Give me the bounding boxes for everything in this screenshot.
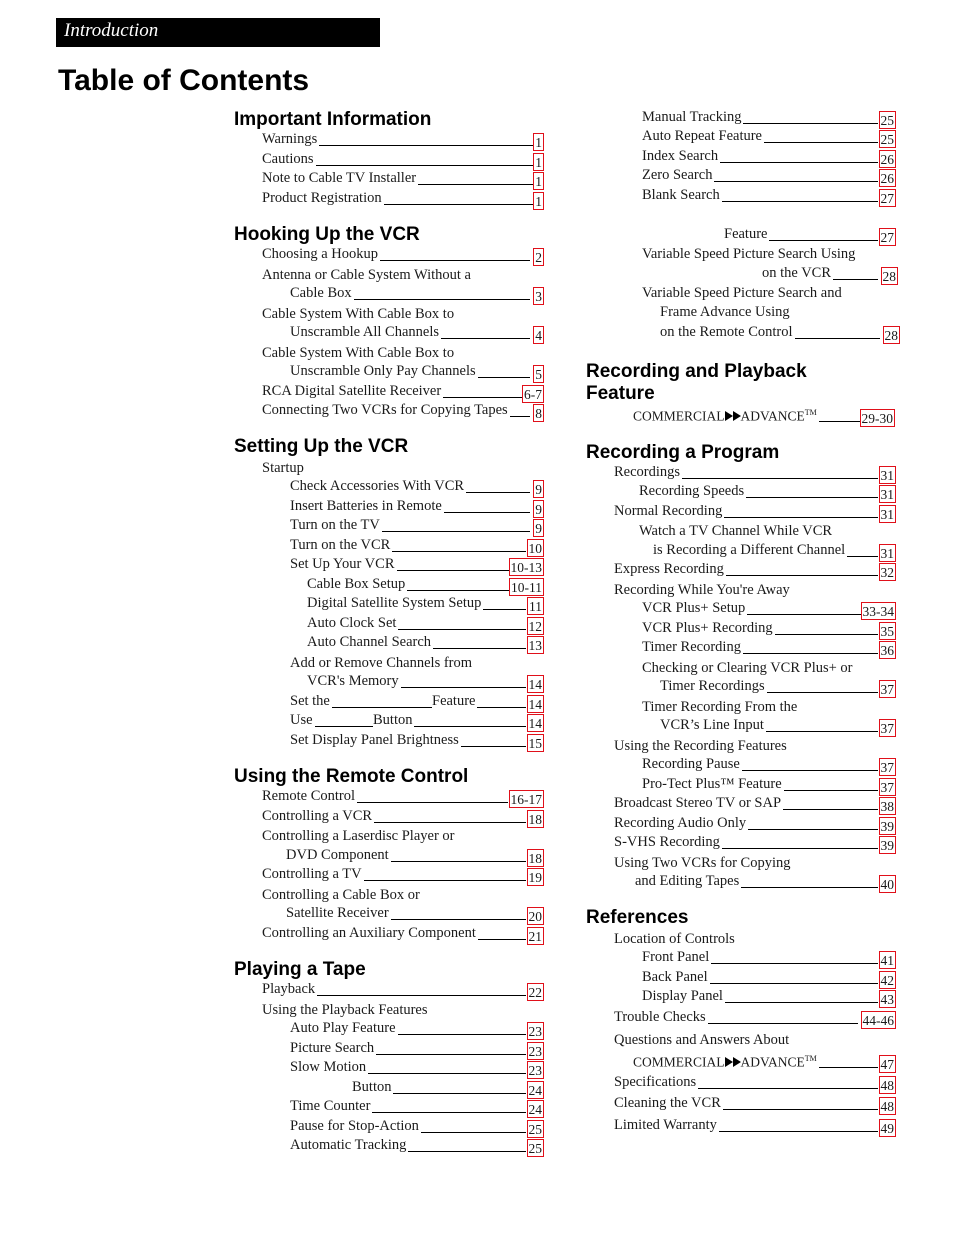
toc-entry[interactable] bbox=[724, 226, 896, 246]
toc-entry[interactable] bbox=[262, 383, 544, 403]
toc-entry[interactable] bbox=[290, 537, 544, 557]
page-link[interactable]: 26 bbox=[880, 171, 894, 186]
heading-recording-program: Recording a Program bbox=[586, 442, 780, 463]
page-link[interactable]: 36 bbox=[880, 643, 894, 658]
page-link[interactable]: 8 bbox=[535, 406, 542, 421]
toc-entry[interactable] bbox=[290, 556, 544, 576]
toc-entry[interactable] bbox=[614, 503, 896, 523]
toc-label: Index Search bbox=[642, 148, 719, 164]
toc-label: COMMERCIAL ADVANCE™ bbox=[633, 1050, 819, 1071]
page-link[interactable]: 12 bbox=[528, 619, 542, 634]
toc-text: Recording While You're Away bbox=[614, 582, 790, 598]
toc-entry[interactable] bbox=[642, 756, 896, 776]
toc-entry[interactable] bbox=[262, 131, 544, 151]
toc-label: is Recording a Different Channel bbox=[653, 542, 846, 558]
toc-entry[interactable] bbox=[642, 969, 896, 989]
page-link[interactable]: 10 bbox=[528, 541, 542, 556]
page-link[interactable]: 31 bbox=[880, 487, 894, 502]
toc-entry[interactable] bbox=[262, 151, 544, 171]
toc-label: Time Counter bbox=[290, 1098, 371, 1114]
toc-entry[interactable] bbox=[290, 324, 544, 344]
heading-references: References bbox=[586, 907, 689, 928]
page-link[interactable]: 10-13 bbox=[510, 560, 542, 575]
page-link[interactable]: 1 bbox=[535, 194, 542, 209]
toc-label: Turn on the VCR bbox=[290, 537, 391, 553]
toc-label: Manual Tracking bbox=[642, 109, 742, 125]
toc-label: Recording Speeds bbox=[639, 483, 745, 499]
toc-entry[interactable] bbox=[262, 246, 544, 266]
page-link[interactable]: 43 bbox=[880, 992, 894, 1007]
toc-label: Set the bbox=[290, 693, 330, 709]
toc-entry[interactable] bbox=[635, 873, 896, 893]
toc-label: Set Up Your VCR bbox=[290, 556, 395, 572]
page-link[interactable]: 15 bbox=[528, 736, 542, 751]
page-link[interactable]: 37 bbox=[880, 682, 894, 697]
heading-hooking-up: Hooking Up the VCR bbox=[234, 224, 420, 245]
toc-entry[interactable] bbox=[290, 732, 544, 752]
toc-label: Timer Recording bbox=[642, 639, 741, 655]
toc-entry[interactable] bbox=[262, 981, 544, 1001]
toc-label: Limited Warranty bbox=[614, 1117, 717, 1133]
page-link[interactable]: 1 bbox=[535, 174, 542, 189]
toc-label: Controlling a VCR bbox=[262, 808, 373, 824]
toc-entry[interactable] bbox=[614, 834, 896, 854]
page-link[interactable]: 2 bbox=[535, 250, 542, 265]
toc-label: RCA Digital Satellite Receiver bbox=[262, 383, 442, 399]
toc-label: Trouble Checks bbox=[614, 1009, 706, 1025]
toc-entry[interactable] bbox=[614, 815, 896, 835]
toc-label: Check Accessories With VCR bbox=[290, 478, 465, 494]
page-link[interactable]: 40 bbox=[880, 877, 894, 892]
toc-entry[interactable] bbox=[290, 363, 544, 383]
toc-entry[interactable] bbox=[614, 1095, 896, 1115]
page-link[interactable]: 27 bbox=[880, 230, 894, 245]
toc-entry[interactable] bbox=[642, 167, 896, 187]
toc-label: on the Remote Control bbox=[660, 324, 793, 340]
toc-entry[interactable] bbox=[633, 1053, 896, 1073]
toc-label: Use bbox=[290, 712, 313, 728]
page-link[interactable]: 26 bbox=[880, 152, 894, 167]
page-link[interactable]: 14 bbox=[528, 716, 542, 731]
page-link[interactable]: 11 bbox=[529, 599, 542, 614]
toc-label: Digital Satellite System Setup bbox=[307, 595, 482, 611]
page-link[interactable]: 24 bbox=[528, 1102, 542, 1117]
page-link[interactable]: 23 bbox=[528, 1024, 542, 1039]
toc-entry[interactable] bbox=[290, 517, 544, 537]
page-link[interactable]: 10-11 bbox=[511, 580, 542, 595]
toc-text: Variable Speed Picture Search and bbox=[642, 285, 842, 301]
toc-entry[interactable] bbox=[290, 498, 544, 518]
toc-label: and Editing Tapes bbox=[635, 873, 740, 889]
toc-entry[interactable] bbox=[307, 595, 544, 615]
page-link[interactable]: 41 bbox=[880, 953, 894, 968]
toc-entry[interactable] bbox=[286, 847, 544, 867]
toc-label: Recording Pause bbox=[642, 756, 740, 772]
toc-entry[interactable] bbox=[614, 1074, 896, 1094]
toc-entry[interactable] bbox=[642, 148, 896, 168]
toc-entry[interactable] bbox=[614, 464, 896, 484]
page-link[interactable]: 19 bbox=[528, 870, 542, 885]
toc-entry[interactable] bbox=[262, 808, 544, 828]
page-link[interactable]: 1 bbox=[535, 155, 542, 170]
toc-label: Connecting Two VCRs for Copying Tapes bbox=[262, 402, 508, 418]
page-link[interactable]: 33-34 bbox=[862, 604, 894, 619]
toc-text: Timer Recording From the bbox=[642, 699, 798, 715]
toc-text: Checking or Clearing VCR Plus+ or bbox=[642, 660, 853, 676]
toc-label: Zero Search bbox=[642, 167, 713, 183]
page-link[interactable]: 9 bbox=[535, 502, 542, 517]
page-link[interactable]: 27 bbox=[880, 191, 894, 206]
toc-label: Pro-Tect Plus™ Feature bbox=[642, 776, 782, 792]
toc-label: VCR Plus+ Recording bbox=[642, 620, 773, 636]
toc-label: Auto Repeat Feature bbox=[642, 128, 762, 144]
toc-text: Using the Recording Features bbox=[614, 738, 787, 754]
heading-setting-up: Setting Up the VCR bbox=[234, 436, 409, 457]
page-link[interactable]: 20 bbox=[528, 909, 542, 924]
page-link[interactable]: 44-46 bbox=[862, 1013, 894, 1028]
toc-entry[interactable] bbox=[307, 615, 544, 635]
toc-entry[interactable] bbox=[642, 109, 896, 129]
toc-text: Cable System With Cable Box to bbox=[262, 306, 455, 322]
toc-entry[interactable] bbox=[642, 600, 896, 620]
page-link[interactable]: 21 bbox=[528, 929, 542, 944]
toc-entry[interactable] bbox=[642, 949, 896, 969]
toc-label: VCR’s Line Input bbox=[660, 717, 764, 733]
toc-label: Satellite Receiver bbox=[286, 905, 389, 921]
toc-entry[interactable] bbox=[660, 678, 896, 698]
page-link[interactable]: 38 bbox=[880, 799, 894, 814]
toc-entry[interactable] bbox=[290, 1118, 544, 1138]
toc-entry[interactable] bbox=[262, 190, 544, 210]
page-link[interactable]: 18 bbox=[528, 851, 542, 866]
page-link[interactable]: 35 bbox=[880, 624, 894, 639]
toc-label: Warnings bbox=[262, 131, 318, 147]
heading-recording-playback-feature: Recording and Playback Feature bbox=[586, 361, 807, 404]
toc-entry[interactable] bbox=[642, 639, 896, 659]
toc-label: Back Panel bbox=[642, 969, 708, 985]
toc-entry[interactable] bbox=[653, 542, 896, 562]
toc-entry[interactable] bbox=[660, 324, 900, 344]
toc-text: Controlling a Cable Box or bbox=[262, 887, 420, 903]
toc-text: Startup bbox=[262, 460, 304, 476]
heading-remote-control: Using the Remote Control bbox=[234, 766, 469, 787]
toc-label: Auto Play Feature bbox=[290, 1020, 396, 1036]
toc-entry[interactable] bbox=[262, 925, 544, 945]
toc-entry[interactable] bbox=[614, 1117, 896, 1137]
page-link[interactable]: 9 bbox=[535, 482, 542, 497]
toc-entry[interactable] bbox=[307, 634, 544, 654]
toc-label: COMMERCIAL ADVANCE™ bbox=[633, 404, 819, 425]
toc-label: Remote Control bbox=[262, 788, 356, 804]
page-link[interactable]: 39 bbox=[880, 838, 894, 853]
fast-forward-icon bbox=[725, 411, 741, 421]
toc-entry[interactable] bbox=[290, 1098, 544, 1118]
toc-label: Recording Audio Only bbox=[614, 815, 747, 831]
toc-text: Using the Playback Features bbox=[262, 1002, 428, 1018]
toc-label: Auto Channel Search bbox=[307, 634, 432, 650]
toc-label: Set Display Panel Brightness bbox=[290, 732, 459, 748]
page-link[interactable]: 37 bbox=[880, 760, 894, 775]
page-link[interactable]: 14 bbox=[528, 677, 542, 692]
toc-label: Cable Box bbox=[290, 285, 352, 301]
page-link[interactable]: 48 bbox=[880, 1078, 894, 1093]
toc-label: Product Registration bbox=[262, 190, 382, 206]
toc-entry[interactable] bbox=[642, 187, 896, 207]
toc-entry[interactable] bbox=[290, 478, 544, 498]
toc-entry[interactable] bbox=[290, 712, 544, 732]
page-link[interactable]: 28 bbox=[882, 269, 896, 284]
toc-entry[interactable] bbox=[614, 1009, 896, 1029]
toc-label: VCR Plus+ Setup bbox=[642, 600, 746, 616]
page-link[interactable]: 24 bbox=[528, 1083, 542, 1098]
toc-entry[interactable] bbox=[614, 795, 896, 815]
toc-label: Unscramble All Channels bbox=[290, 324, 440, 340]
toc-label: Playback bbox=[262, 981, 316, 997]
toc-entry[interactable] bbox=[290, 1137, 544, 1157]
page-link[interactable]: 49 bbox=[880, 1121, 894, 1136]
page-link[interactable]: 25 bbox=[528, 1141, 542, 1156]
fast-forward-icon bbox=[725, 1057, 741, 1067]
toc-text: Cable System With Cable Box to bbox=[262, 345, 455, 361]
toc-label: Choosing a Hookup bbox=[262, 246, 378, 262]
page-link[interactable]: 31 bbox=[880, 468, 894, 483]
page-link[interactable]: 6-7 bbox=[524, 387, 542, 402]
toc-label: Automatic Tracking bbox=[290, 1137, 407, 1153]
toc-entry[interactable] bbox=[642, 988, 896, 1008]
toc-entry[interactable] bbox=[262, 170, 544, 190]
page-link[interactable]: 3 bbox=[535, 289, 542, 304]
page-link[interactable]: 25 bbox=[880, 113, 894, 128]
page-link[interactable]: 29-30 bbox=[861, 411, 893, 426]
toc-entry[interactable] bbox=[307, 673, 544, 693]
page-link[interactable]: 31 bbox=[880, 507, 894, 522]
page-link[interactable]: 37 bbox=[880, 780, 894, 795]
toc-text: Location of Controls bbox=[614, 931, 735, 947]
toc-label: Normal Recording bbox=[614, 503, 723, 519]
page-link[interactable]: 23 bbox=[528, 1044, 542, 1059]
toc-entry[interactable] bbox=[262, 866, 544, 886]
toc-entry[interactable] bbox=[286, 905, 544, 925]
page-link[interactable]: 47 bbox=[880, 1057, 894, 1072]
heading-important-information: Important Information bbox=[234, 109, 432, 130]
toc-label: Pause for Stop-Action bbox=[290, 1118, 419, 1134]
toc-label: Picture Search bbox=[290, 1040, 375, 1056]
toc-label: Note to Cable TV Installer bbox=[262, 170, 417, 186]
toc-text: Variable Speed Picture Search Using bbox=[642, 246, 856, 262]
toc-text: Antenna or Cable System Without a bbox=[262, 267, 471, 283]
toc-label: Slow Motion bbox=[290, 1059, 367, 1075]
section-header-bar bbox=[56, 18, 380, 47]
toc-label: Blank Search bbox=[642, 187, 720, 203]
toc-label: Button bbox=[352, 1079, 392, 1095]
toc-label: S-VHS Recording bbox=[614, 834, 720, 850]
page-link[interactable]: 39 bbox=[880, 819, 894, 834]
toc-text: Controlling a Laserdisc Player or bbox=[262, 828, 455, 844]
toc-label: Display Panel bbox=[642, 988, 723, 1004]
page-link[interactable]: 16-17 bbox=[510, 792, 542, 807]
toc-entry[interactable] bbox=[642, 776, 896, 796]
toc-label: Feature bbox=[724, 226, 768, 242]
toc-entry[interactable] bbox=[639, 483, 896, 503]
toc-entry[interactable] bbox=[290, 1040, 544, 1060]
toc-label: Unscramble Only Pay Channels bbox=[290, 363, 476, 379]
toc-entry[interactable] bbox=[290, 1059, 544, 1079]
page-link[interactable]: 42 bbox=[880, 973, 894, 988]
page-link[interactable]: 25 bbox=[880, 132, 894, 147]
toc-entry[interactable] bbox=[262, 402, 544, 422]
page-link[interactable]: 13 bbox=[528, 638, 542, 653]
page-link[interactable]: 14 bbox=[528, 697, 542, 712]
page-link[interactable]: 48 bbox=[880, 1099, 894, 1114]
page-link[interactable]: 28 bbox=[884, 328, 898, 343]
toc-label: on the VCR bbox=[762, 265, 832, 281]
toc-entry[interactable] bbox=[642, 128, 896, 148]
toc-text: Frame Advance Using bbox=[660, 304, 790, 320]
page-link[interactable]: 25 bbox=[528, 1122, 542, 1137]
toc-label: Timer Recordings bbox=[660, 678, 765, 694]
section-tag: Introduction bbox=[64, 20, 159, 41]
page-link[interactable]: 32 bbox=[880, 565, 894, 580]
toc-entry[interactable] bbox=[762, 265, 898, 285]
heading-playing-tape: Playing a Tape bbox=[234, 959, 366, 980]
toc-text: Using Two VCRs for Copying bbox=[614, 855, 791, 871]
toc-text: Watch a TV Channel While VCR bbox=[639, 523, 833, 539]
page-link[interactable]: 4 bbox=[535, 328, 542, 343]
toc-entry[interactable] bbox=[262, 788, 544, 808]
toc-label: Feature bbox=[432, 693, 476, 709]
toc-label: Cable Box Setup bbox=[307, 576, 406, 592]
toc-label: DVD Component bbox=[286, 847, 389, 863]
toc-label: Controlling an Auxiliary Component bbox=[262, 925, 476, 941]
page-link[interactable]: 5 bbox=[535, 367, 542, 382]
toc-entry[interactable] bbox=[642, 620, 896, 640]
toc-entry[interactable] bbox=[307, 576, 544, 596]
toc-entry[interactable] bbox=[352, 1079, 544, 1099]
toc-entry[interactable] bbox=[660, 717, 896, 737]
toc-label: Auto Clock Set bbox=[307, 615, 397, 631]
toc-text: Add or Remove Channels from bbox=[290, 655, 473, 671]
page-link[interactable]: 18 bbox=[528, 812, 542, 827]
toc-entry[interactable] bbox=[290, 285, 544, 305]
page-title: Table of Contents bbox=[58, 64, 310, 97]
toc-label: Button bbox=[373, 712, 413, 728]
toc-text: Questions and Answers About bbox=[614, 1032, 790, 1048]
toc-entry[interactable] bbox=[290, 1020, 544, 1040]
toc-entry[interactable] bbox=[614, 561, 896, 581]
toc-label: Broadcast Stereo TV or SAP bbox=[614, 795, 782, 811]
toc-label: Cautions bbox=[262, 151, 314, 167]
toc-entry[interactable] bbox=[290, 693, 544, 713]
toc-label: Cleaning the VCR bbox=[614, 1095, 721, 1111]
toc-label: Express Recording bbox=[614, 561, 724, 577]
toc-label: Specifications bbox=[614, 1074, 697, 1090]
page-link[interactable]: 1 bbox=[535, 135, 542, 150]
toc-label: Controlling a TV bbox=[262, 866, 362, 882]
toc-label: Front Panel bbox=[642, 949, 710, 965]
toc-entry[interactable] bbox=[633, 407, 895, 427]
toc-label: Recordings bbox=[614, 464, 681, 480]
toc-label: VCR's Memory bbox=[307, 673, 399, 689]
page-link[interactable]: 23 bbox=[528, 1063, 542, 1078]
page-link[interactable]: 37 bbox=[880, 721, 894, 736]
toc-label: Turn on the TV bbox=[290, 517, 380, 533]
page-link[interactable]: 9 bbox=[535, 521, 542, 536]
toc-label: Insert Batteries in Remote bbox=[290, 498, 442, 514]
page-link[interactable]: 31 bbox=[880, 546, 894, 561]
page-link[interactable]: 22 bbox=[528, 985, 542, 1000]
